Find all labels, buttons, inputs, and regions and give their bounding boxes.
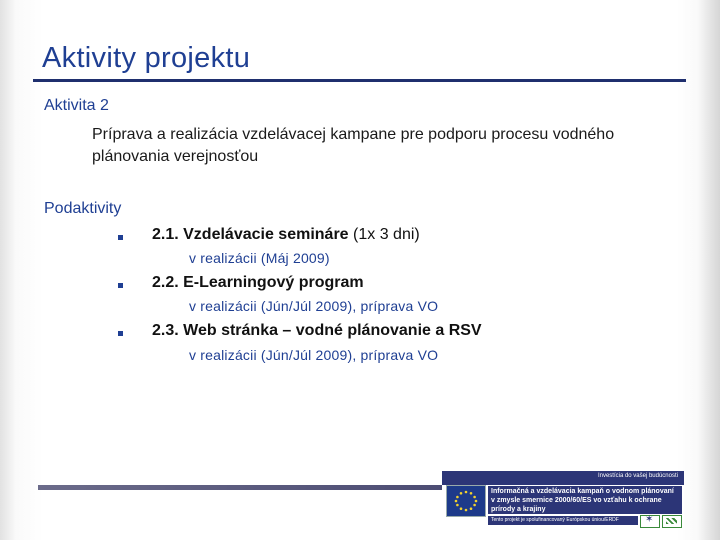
bullet-icon — [118, 235, 123, 240]
subactivities-label: Podaktivity — [44, 200, 122, 217]
bullet-icon — [118, 331, 123, 336]
ministry-logo-icon — [640, 515, 660, 528]
activity-description: Príprava a realizácia vzdelávacej kampane pre podporu procesu vodného plánovania verejnosťou — [92, 126, 615, 165]
subactivity-status-2: v realizácii (Jún/Júl 2009), príprava VO — [189, 298, 439, 314]
banner-tagline: Investícia do vašej budúcnosti — [597, 473, 678, 479]
right-edge-shadow — [698, 0, 720, 540]
agency-logo-icon — [662, 515, 682, 528]
subactivity-title-3: 2.3. Web stránka – vodné plánovanie a RSV — [152, 322, 482, 339]
banner-top-strip — [442, 471, 684, 485]
slide-title: Aktivity projektu — [42, 42, 251, 74]
subactivity-status-3: v realizácii (Jún/Júl 2009), príprava VO — [189, 347, 439, 363]
eu-flag-icon — [446, 485, 486, 517]
partner-logos — [640, 515, 682, 527]
left-edge-shadow — [0, 0, 16, 540]
subactivity-title-2: 2.2. E-Learningový program — [152, 274, 364, 291]
subactivity-title-1: 2.1. Vzdelávacie semináre (1x 3 dni) — [152, 226, 420, 243]
banner-bottom-strip — [488, 516, 638, 525]
title-divider — [33, 79, 686, 82]
bullet-icon — [118, 283, 123, 288]
campaign-text: Informačná a vzdelávacia kampaň o vodnom plánovaní v zmysle smernice 2000/60/ES vo vzťahu k ochrane prírody a krajiny — [488, 486, 682, 514]
footer-banner — [442, 471, 684, 527]
activity-label: Aktivita 2 — [44, 97, 109, 114]
subactivity-status-1: v realizácii (Máj 2009) — [189, 250, 330, 266]
cofinance-note: Tento projekt je spolufinancovaný Európskou úniou/ERDF — [491, 517, 619, 523]
